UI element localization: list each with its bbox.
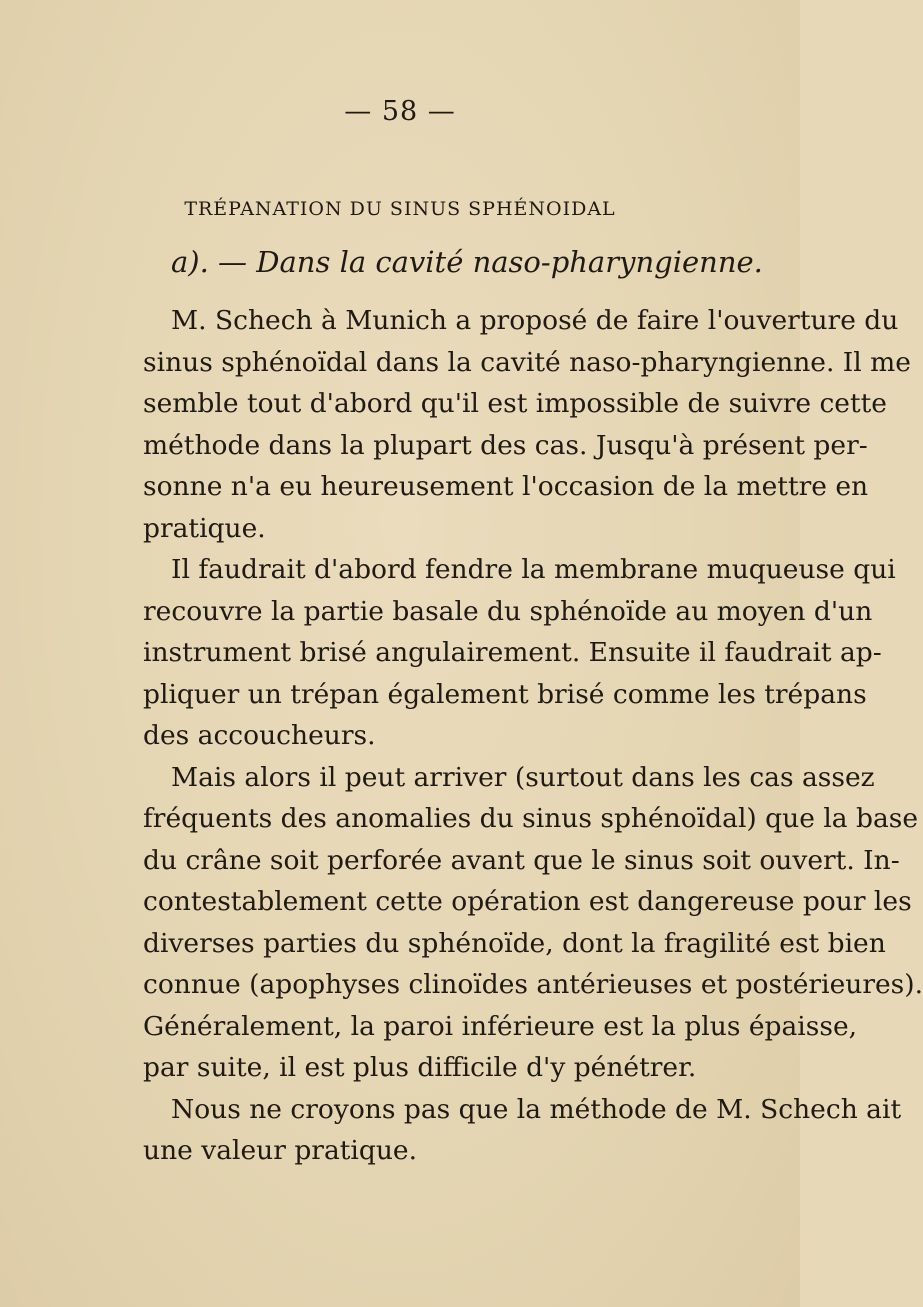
text-line: recouvre la partie basale du sphénoïde au moyen d'un xyxy=(143,595,873,627)
text-line: diverses parties du sphénoïde, dont la fragilité est bien xyxy=(143,927,886,959)
section-title: TRÉPANATION DU SINUS SPHÉNOIDAL xyxy=(184,198,616,220)
text-line: Mais alors il peut arriver (surtout dans les cas assez xyxy=(171,761,875,793)
text-line: fréquents des anomalies du sinus sphénoïdal) que la base xyxy=(143,803,919,834)
page-number: — 58 — xyxy=(344,96,456,127)
text-line: des accoucheurs. xyxy=(143,720,376,751)
text-line: par suite, il est plus difficile d'y pénétrer. xyxy=(143,1052,697,1083)
text-line: sonne n'a eu heureusement l'occasion de la mettre en xyxy=(143,471,869,502)
text-line: méthode dans la plupart des cas. Jusqu'à présent per- xyxy=(143,429,868,461)
text-line: connue (apophyses clinoïdes antérieuses et postérieures). xyxy=(143,969,923,1000)
text-line: semble tout d'abord qu'il est impossible de suivre cette xyxy=(143,388,887,419)
text-line: Nous ne croyons pas que la méthode de M. Schech ait xyxy=(171,1093,902,1125)
text-line: sinus sphénoïdal dans la cavité naso-pharyngienne. Il me xyxy=(143,346,911,378)
text-line: pliquer un trépan également brisé comme les trépans xyxy=(143,678,867,710)
subsection-title: a). — Dans la cavité naso-pharyngienne. xyxy=(171,245,763,279)
text-line: Généralement, la paroi inférieure est la plus épaisse, xyxy=(143,1010,858,1042)
text-line: contestablement cette opération est dangereuse pour les xyxy=(143,886,912,917)
body-text xyxy=(143,300,923,1172)
text-line: pratique. xyxy=(143,512,266,544)
text-line: du crâne soit perforée avant que le sinus soit ouvert. In- xyxy=(143,844,900,876)
text-line: M. Schech à Munich a proposé de faire l'ouverture du xyxy=(171,305,899,336)
text-line: Il faudrait d'abord fendre la membrane muqueuse qui xyxy=(171,554,896,585)
text-line: instrument brisé angulairement. Ensuite il faudrait ap- xyxy=(143,637,882,668)
text-line: une valeur pratique. xyxy=(143,1135,418,1166)
